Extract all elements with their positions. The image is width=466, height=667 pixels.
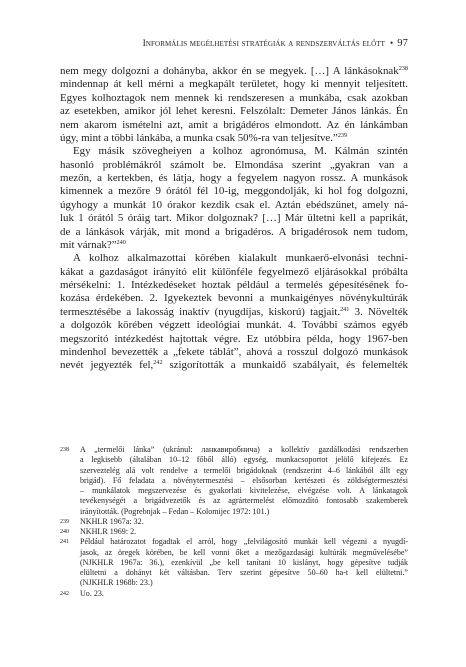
running-title: Informális megélhetési stratégiák a rendszerváltás előtt [142,38,386,49]
text-line: Egyes kolhoztagok nem mennek ki rendszeresen a munkába, csak azokban [60,91,408,104]
text-line: úgyhogy a munkát 10 órakor kezdik csak el. Aztán ebédszünet, amely ná- [60,198,408,211]
text-line: mindennap át kell mérni a megkapált területet, hogy ki mennyit teljesített. [60,78,408,91]
footnote-text: NKHLR 1967a: 32. [80,516,144,526]
footnote-ref-240[interactable]: 240 [116,238,126,246]
text-line: kimennek a mezőre 9 órától fél 10-ig, meggondolják, ki hol fog dolgozni, [60,185,408,198]
text-line: nevét jegyezték fel,$^{242}$ szigorították a munkaidő szabályait, és felemelték [60,359,408,372]
footnote-ref-241[interactable]: 241 [340,305,350,313]
footnote-text: A „termelői lánka” (ukránul: ланкавиробнича) a kollektív gazdálkodási rendszerben a legkisebb (általában 10–12 főből álló) egység, munkacsoportot jelölő kifejezés. Ez szerveztelég alá volt rendelve a termelői brigádoknak (rendszerint 4–6 lánkából állt egy brigád). Fő feladata a növénytermesztési – elsősorban kertészeti és zöldségtermesztési – munkálatok megszervezése és gyakorlati kivitelezése, elvégzése volt. A lánkatagok tevékenységét a brigádvezetők és az agrártermelést előmozdító fontosabb szakemberek irányították. (Pogrebnjak – Fedan – Kolomijec 1972: 101.) [80,445,408,516]
footnote-241 [60,537,408,588]
text-line: termesztésébe a lakosság inaktív (nyugdíjas, kiskorú) tagjait.$^{241}$ 3. Növelték [60,305,408,318]
text-line: úgy, mint a többi lánkába, a munka csak 50%-ra van teljesítve.”$^{239}$ [60,131,348,144]
footnote-240 [60,527,408,537]
footnote-238 [60,445,408,517]
text-line: mit várnak?”$^{240}$ [60,238,126,251]
text-line: megszorító intézkedést hajtottak végre. Ez utóbbira példa, hogy 1967-ben [60,332,408,345]
text-line: nem akarom ismételni azt, amit a brigádéros elmondott. Az én lánkámban [60,118,408,131]
footnote-ref-238[interactable]: 238 [398,65,408,72]
text-line: mezőn, a kertekben, és látja, hogy a fegyelem nagyon rossz. A munkások [60,172,408,184]
text-line: az esetekben, amikor jól lehet keresni. Felszólalt: Demeter János lánkás. Én [60,105,408,118]
text-line: a dolgozók körében végzett ideológiai munkát. 4. További számos egyéb [60,319,408,332]
running-header [72,38,408,49]
text-line: mérsékelni: 1. Intézkedéseket hoztak például a termelés gépesítésének fo- [60,279,408,291]
text-line: A kolhoz alkalmazottai körében kialakult munkaerő-elvonási techni- [73,252,408,265]
page-number: 97 [397,38,408,49]
footnote-242 [60,589,408,599]
footnote-239 [60,517,408,527]
text-line: kákat a gazdaságot irányító elit különféle fegyelmező eljárásokkal próbálta [60,265,408,278]
text-line: kozása érdekében. 2. Igyekeztek bevonni a munkaigényes növénykultúrák [60,292,408,305]
main-text [60,65,408,373]
footnote-ref-242[interactable]: 242 [153,359,163,367]
text-line: de a lánkások várják, mit mond a brigadéros. A brigadérosok nem tudom, [60,225,408,238]
text-line: mindenhol bevezették a „fekete táblát”, ahová a rosszul dolgozó munkások [60,345,408,358]
text-line: luk 1 órától 5 óráig tart. Mikor dolgoznak? […] Már ültetni kell a paprikát, [60,212,408,225]
text-line: nem megy dolgozni a dohányba, akkor én se megyek. […] A lánkásoknak$^{238}$ [60,65,408,77]
text-line: Egy másik szövegheiyen a kolhoz agronómusa, M. Kálmán szintén [73,145,408,158]
footnote-text: Uo. 23. [80,588,104,598]
header-separator: • [390,38,394,48]
footnote-number: 241 [60,539,69,546]
footnote-ref-239[interactable]: 239 [337,131,348,139]
footnote-number: 242 [60,590,69,597]
text-line: hasonló problémákról számolt be. Elmondása szerint „gyakran van a [60,158,408,171]
footnote-number: 239 [60,518,69,525]
footnote-text: NKHLR 1969: 2. [80,527,137,536]
footnote-number: 240 [60,529,69,535]
footnote-number: 238 [60,447,69,453]
footnote-text: Például határozatot fogadtak el arról, hogy „felvilágosító munkát kell végezni a nyugdí- jasok, az öregek körében, be kell vonni őket a mezőgazdasági kultúrák megművelésébe” (NJKHLR 1967a: 36.), ezenkívül „be kell tanítani 10 kislányt, hogy gépesítve tudják elültetni a dohányt két váltásban. Terv szerint gépesítve 50–60 ha-t kell elültetni.” (NJKHLR 1968b: 23.) [80,537,408,588]
footnotes [60,445,408,599]
